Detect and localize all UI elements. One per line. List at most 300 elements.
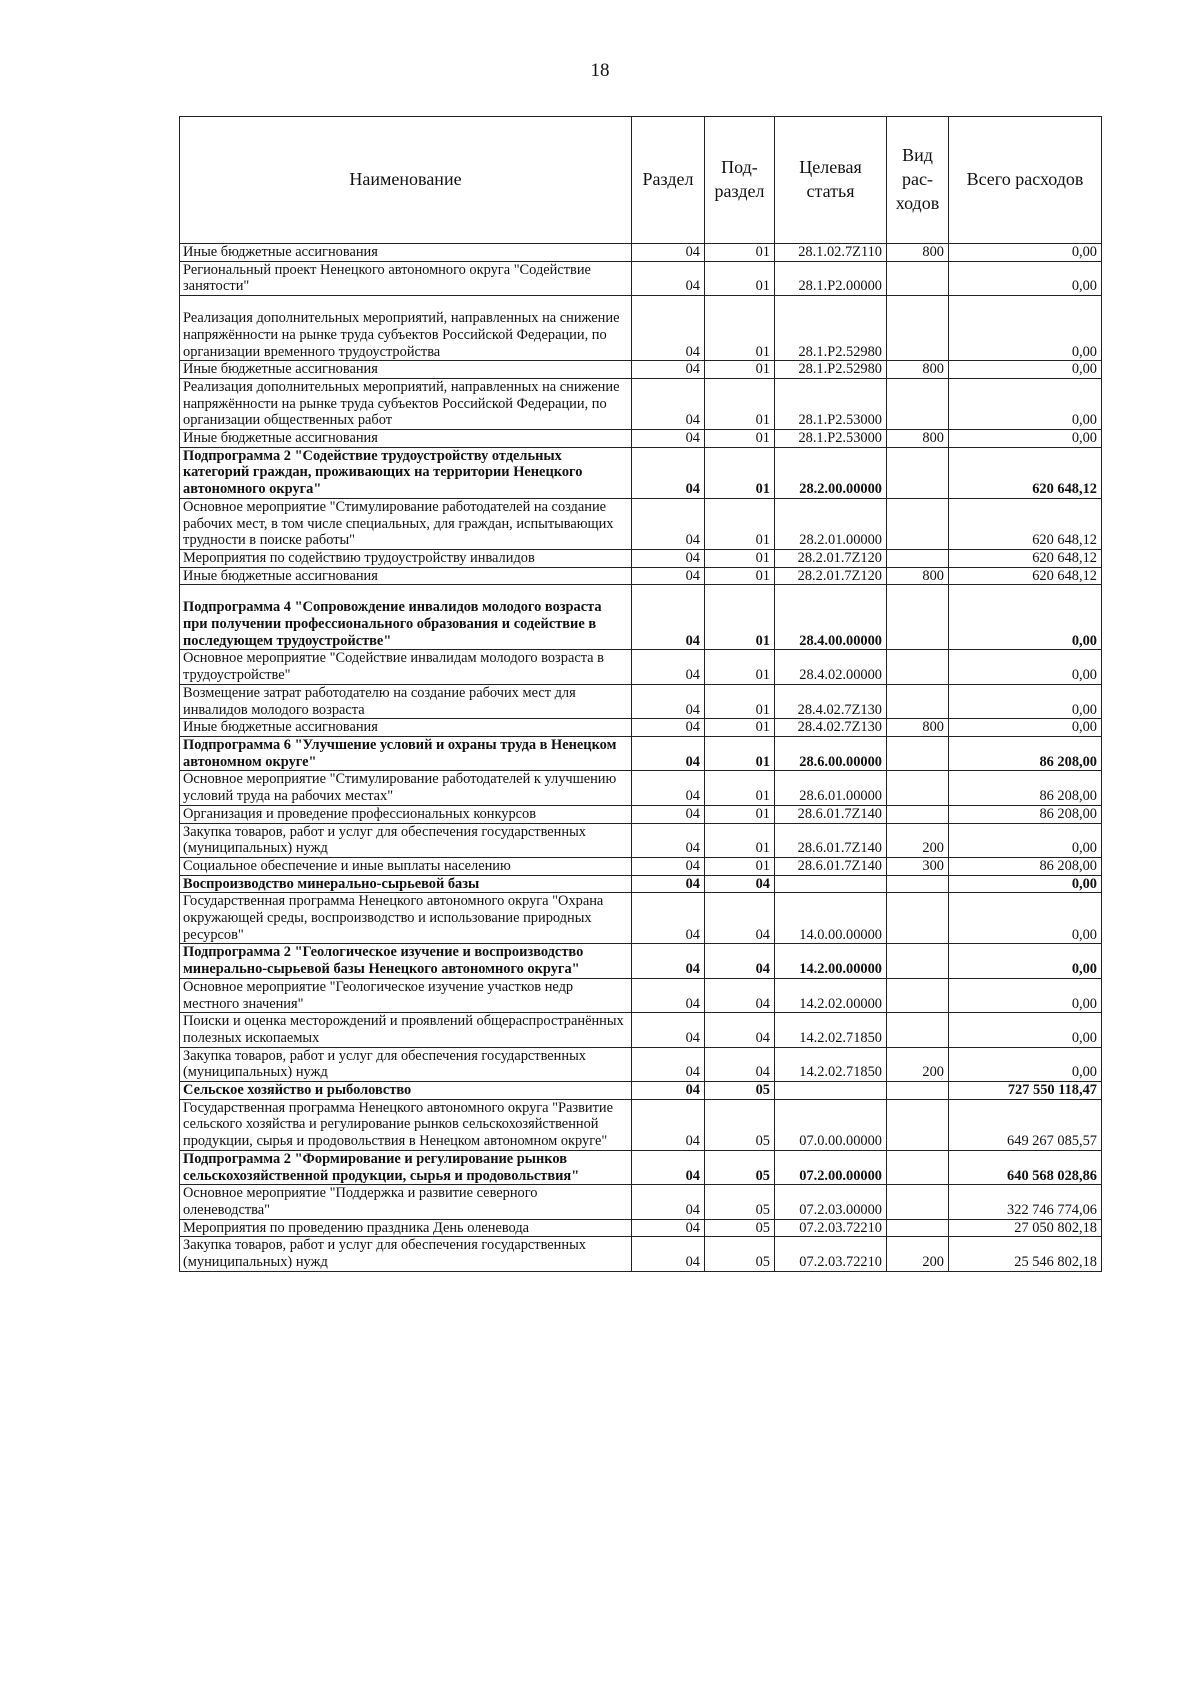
row-subsection-text: 01 [755,567,770,584]
row-kind [887,684,949,718]
row-total-text: 0,00 [1071,244,1097,260]
row-total-text: 0,00 [1071,430,1097,447]
row-section [632,1185,705,1219]
table-row [180,944,1102,978]
row-total [949,430,1102,448]
row-name-text: Иные бюджетные ассигнования [183,430,378,447]
row-section-text: 04 [685,753,700,770]
row-section-text: 04 [685,1029,700,1046]
row-target-text: 07.0.00.00000 [799,1133,882,1150]
row-total-text: 0,00 [1071,667,1097,684]
row-name-text: Социальное обеспечение и иные выплаты населению [183,857,511,874]
row-target-text: 28.6.00.00000 [799,753,882,770]
row-subsection-text: 01 [755,857,770,874]
table-row [180,719,1102,737]
row-target-text: 07.2.03.72210 [799,1219,882,1236]
row-total-text: 0,00 [1071,961,1097,978]
row-total-text: 620 648,12 [1032,532,1097,549]
row-total [949,296,1102,361]
row-kind [887,1082,949,1100]
row-kind [887,447,949,498]
row-target-text: 28.6.01.00000 [799,788,882,805]
row-name-text: Иные бюджетные ассигнования [183,244,378,260]
table-row [180,261,1102,295]
row-kind [887,1237,949,1271]
row-total [949,378,1102,429]
row-kind [887,736,949,770]
row-total [949,1237,1102,1271]
row-total [949,857,1102,875]
row-total [949,567,1102,585]
row-kind [887,875,949,893]
row-total [949,736,1102,770]
row-target [775,1237,887,1271]
row-total [949,944,1102,978]
row-name-text: Подпрограмма 2 "Содействие трудоустройству отдельных категорий граждан, проживающих на территории Ненецкого автономного округа" [183,447,583,498]
row-name [180,736,632,770]
row-target-text: 28.1.P2.52980 [798,361,882,378]
row-section [632,567,705,585]
row-name [180,1013,632,1047]
row-subsection [705,1150,775,1184]
table-row [180,1150,1102,1184]
row-target [775,1047,887,1081]
row-section [632,296,705,361]
row-subsection [705,823,775,857]
table-row [180,585,1102,650]
row-subsection [705,875,775,893]
row-kind [887,771,949,805]
row-target [775,736,887,770]
row-subsection [705,893,775,944]
row-section [632,1219,705,1237]
row-target [775,361,887,379]
row-total [949,498,1102,549]
table-row [180,1099,1102,1150]
row-subsection [705,361,775,379]
row-target [775,430,887,448]
row-subsection [705,447,775,498]
row-subsection [705,261,775,295]
table-row [180,378,1102,429]
row-name [180,805,632,823]
row-name-text: Подпрограмма 2 "Геологическое изучение и воспроизводство минерально-сырьевой базы Ненецкого автономного округа" [183,944,584,978]
row-subsection-text: 01 [755,701,770,718]
row-target-text: 28.2.00.00000 [799,481,882,498]
row-name [180,1150,632,1184]
row-total-text: 0,00 [1071,701,1097,718]
table-row [180,1047,1102,1081]
table-row [180,567,1102,585]
row-target [775,719,887,737]
row-section-text: 04 [685,361,700,378]
row-subsection-text: 01 [755,278,770,295]
row-name [180,857,632,875]
row-total [949,1047,1102,1081]
row-section [632,719,705,737]
row-total [949,1082,1102,1100]
row-target [775,296,887,361]
row-total-text: 727 550 118,47 [1007,1082,1097,1099]
row-name [180,719,632,737]
row-subsection [705,296,775,361]
row-total [949,244,1102,262]
row-kind [887,1013,949,1047]
row-section [632,585,705,650]
row-total [949,1013,1102,1047]
row-total [949,719,1102,737]
table-row [180,498,1102,549]
row-section-text: 04 [685,857,700,874]
row-target [775,1185,887,1219]
row-total-text: 86 208,00 [1039,857,1097,874]
row-name [180,1082,632,1100]
row-section-text: 04 [685,343,700,360]
table-row [180,244,1102,262]
table-row [180,1082,1102,1100]
row-section-text: 04 [685,995,700,1012]
row-target [775,823,887,857]
row-section-text: 04 [685,1167,700,1184]
row-kind [887,1185,949,1219]
row-target-text: 28.1.P2.52980 [798,343,882,360]
row-section [632,549,705,567]
row-kind-text: 800 [922,719,944,736]
row-total [949,893,1102,944]
row-target-text: 28.1.P2.53000 [798,412,882,429]
row-name [180,498,632,549]
row-total-text: 25 546 802,18 [1014,1254,1097,1271]
row-section [632,361,705,379]
row-section [632,857,705,875]
row-total [949,1219,1102,1237]
row-name [180,585,632,650]
row-subsection [705,944,775,978]
row-kind-text: 300 [922,857,944,874]
row-name-text: Государственная программа Ненецкого автономного округа "Развитие сельского хозяйства и регулирование рынков сельскохозяйственной продукции, сырья и продовольствия в Ненецком автономном округе" [183,1099,613,1150]
row-subsection-text: 01 [755,361,770,378]
row-subsection [705,244,775,262]
row-name-text: Основное мероприятие "Содействие инвалидам молодого возраста в трудоустройстве" [183,650,604,684]
row-subsection-text: 04 [755,1064,770,1081]
header-kind: Вид рас- ходов [887,117,949,244]
row-subsection-text: 01 [755,343,770,360]
row-kind-text: 200 [922,1064,944,1081]
row-subsection-text: 05 [755,1201,770,1218]
row-total-text: 322 746 774,06 [1007,1201,1097,1218]
row-section-text: 04 [685,1201,700,1218]
table-row [180,430,1102,448]
row-section [632,736,705,770]
row-subsection-text: 04 [755,961,770,978]
row-section-text: 04 [685,805,700,822]
row-kind [887,567,949,585]
row-name-text: Реализация дополнительных мероприятий, направленных на снижение напряжённости на рынке труда субъектов Российской Федерации, по организации общественных работ [183,378,620,429]
row-section [632,430,705,448]
row-subsection-text: 01 [755,788,770,805]
row-subsection [705,567,775,585]
row-kind [887,805,949,823]
row-total-text: 27 050 802,18 [1014,1219,1097,1236]
row-kind [887,1047,949,1081]
row-subsection-text: 05 [755,1167,770,1184]
row-subsection-text: 01 [755,412,770,429]
row-kind [887,261,949,295]
row-name-text: Иные бюджетные ассигнования [183,719,378,736]
table-row [180,549,1102,567]
row-kind [887,857,949,875]
row-target [775,684,887,718]
row-subsection-text: 05 [755,1133,770,1150]
row-target [775,875,887,893]
row-name-text: Реализация дополнительных мероприятий, направленных на снижение напряжённости на рынке труда субъектов Российской Федерации, по организации временного трудоустройства [183,310,620,360]
row-name-text: Иные бюджетные ассигнования [183,567,378,584]
row-total [949,978,1102,1012]
row-section-text: 04 [685,1082,700,1099]
row-total-text: 86 208,00 [1039,788,1097,805]
row-name [180,361,632,379]
table-row [180,771,1102,805]
row-name [180,684,632,718]
table-row [180,875,1102,893]
row-section [632,893,705,944]
row-target-text: 28.2.01.00000 [799,532,882,549]
row-name-text: Возмещение затрат работодателю на создание рабочих мест для инвалидов молодого возраста [183,684,576,718]
row-subsection-text: 05 [755,1254,770,1271]
row-subsection [705,1082,775,1100]
row-section-text: 04 [685,667,700,684]
row-target [775,447,887,498]
header-total: Всего расходов [949,117,1102,244]
row-subsection [705,378,775,429]
row-section [632,650,705,684]
row-total-text: 0,00 [1071,995,1097,1012]
row-total-text: 0,00 [1071,1029,1097,1046]
row-total-text: 0,00 [1071,926,1097,943]
row-target [775,1082,887,1100]
row-kind [887,1099,949,1150]
row-section [632,498,705,549]
row-section-text: 04 [685,719,700,736]
row-total-text: 0,00 [1071,278,1097,295]
row-kind-text: 200 [922,1254,944,1271]
row-subsection [705,1047,775,1081]
row-subsection-text: 01 [755,805,770,822]
table-row [180,650,1102,684]
row-kind [887,244,949,262]
row-total-text: 620 648,12 [1032,549,1097,566]
row-section-text: 04 [685,1133,700,1150]
row-subsection-text: 04 [755,875,770,892]
row-total [949,361,1102,379]
row-name-text: Сельское хозяйство и рыболовство [183,1082,412,1099]
header-section: Раздел [632,117,705,244]
row-section-text: 04 [685,840,700,857]
row-target [775,261,887,295]
row-name [180,567,632,585]
row-total-text: 620 648,12 [1032,481,1097,498]
row-section-text: 04 [685,926,700,943]
table-row [180,1237,1102,1271]
row-total [949,549,1102,567]
table-row [180,893,1102,944]
row-name-text: Закупка товаров, работ и услуг для обеспечения государственных (муниципальных) нужд [183,1237,586,1271]
row-name [180,1219,632,1237]
row-target-text: 28.6.01.7Z140 [797,857,882,874]
row-name-text: Основное мероприятие "Стимулирование работодателей к улучшению условий труда на рабочих местах" [183,771,617,805]
row-name-text: Региональный проект Ненецкого автономного округа "Содействие занятости" [183,261,591,295]
row-total-text: 0,00 [1071,412,1097,429]
header-row [180,117,1102,244]
row-name [180,893,632,944]
row-subsection-text: 04 [755,995,770,1012]
row-subsection-text: 01 [755,667,770,684]
row-subsection-text: 01 [755,532,770,549]
row-target-text: 28.6.01.7Z140 [797,840,882,857]
row-total [949,771,1102,805]
row-name-text: Иные бюджетные ассигнования [183,361,378,378]
row-total-text: 620 648,12 [1032,567,1097,584]
row-name [180,447,632,498]
table-row [180,857,1102,875]
row-total [949,823,1102,857]
table-row [180,1013,1102,1047]
row-total-text: 640 568 028,86 [1007,1167,1097,1184]
table-row [180,1185,1102,1219]
row-name-text: Мероприятия по содействию трудоустройству инвалидов [183,549,535,566]
row-target-text: 28.4.02.7Z130 [797,701,882,718]
row-target [775,1150,887,1184]
row-total-text: 86 208,00 [1039,805,1097,822]
row-target [775,978,887,1012]
row-kind [887,1150,949,1184]
row-total [949,261,1102,295]
row-section-text: 04 [685,875,700,892]
row-target-text: 28.2.01.7Z120 [797,567,882,584]
row-total-text: 0,00 [1071,361,1097,378]
table-row [180,805,1102,823]
row-section [632,1013,705,1047]
row-target-text: 28.4.02.00000 [799,667,882,684]
row-subsection-text: 05 [755,1219,770,1236]
row-section [632,875,705,893]
row-total [949,585,1102,650]
row-subsection [705,736,775,770]
row-subsection [705,805,775,823]
row-subsection [705,771,775,805]
row-section [632,1047,705,1081]
row-name-text: Подпрограмма 4 "Сопровождение инвалидов молодого возраста при получении профессионального образования и содействие в последующем трудоустройстве" [183,599,602,649]
row-name [180,430,632,448]
row-section [632,447,705,498]
row-subsection [705,1099,775,1150]
row-name [180,1185,632,1219]
row-section-text: 04 [685,1254,700,1271]
row-subsection [705,650,775,684]
row-target [775,805,887,823]
row-target [775,567,887,585]
page-number: 18 [590,60,610,81]
row-subsection-text: 04 [755,1029,770,1046]
row-total-text: 0,00 [1071,632,1097,649]
row-section [632,978,705,1012]
row-kind [887,378,949,429]
row-subsection [705,684,775,718]
row-section [632,244,705,262]
row-total [949,805,1102,823]
row-kind [887,430,949,448]
row-name-text: Мероприятия по проведению праздника День оленевода [183,1219,530,1236]
row-name-text: Подпрограмма 2 "Формирование и регулирование рынков сельскохозяйственной продукции, сырья и продовольствия" [183,1150,580,1184]
row-subsection [705,1013,775,1047]
row-target-text: 14.2.00.00000 [799,961,882,978]
row-target-text: 14.2.02.71850 [799,1064,882,1081]
row-kind [887,361,949,379]
row-target-text: 28.1.P2.53000 [798,430,882,447]
row-name-text: Основное мероприятие "Геологическое изучение участков недр местного значения" [183,978,574,1012]
table-row [180,447,1102,498]
row-section [632,823,705,857]
row-subsection [705,585,775,650]
table-row [180,361,1102,379]
row-target [775,771,887,805]
row-total-text: 0,00 [1071,719,1097,736]
row-name [180,549,632,567]
row-kind [887,719,949,737]
row-subsection-text: 01 [755,753,770,770]
row-total-text: 0,00 [1071,840,1097,857]
row-kind [887,296,949,361]
row-target-text: 07.2.03.00000 [799,1201,882,1218]
row-kind-text: 800 [922,567,944,584]
row-kind [887,549,949,567]
row-subsection-text: 04 [755,926,770,943]
row-name-text: Государственная программа Ненецкого автономного округа "Охрана окружающей среды, воспроизводство и использование природных ресурсов" [183,893,604,943]
row-subsection-text: 01 [755,244,770,260]
row-section-text: 04 [685,788,700,805]
row-total [949,684,1102,718]
table-row [180,736,1102,770]
row-subsection [705,1185,775,1219]
row-total [949,875,1102,893]
row-section [632,261,705,295]
row-section-text: 04 [685,481,700,498]
row-kind-text: 800 [922,430,944,447]
budget-table [179,116,1102,1272]
row-subsection [705,498,775,549]
row-subsection-text: 01 [755,840,770,857]
row-section-text: 04 [685,961,700,978]
row-total-text: 0,00 [1071,875,1097,892]
row-name-text: Закупка товаров, работ и услуг для обеспечения государственных (муниципальных) нужд [183,1047,586,1081]
row-kind [887,585,949,650]
row-kind [887,1219,949,1237]
row-section [632,771,705,805]
row-subsection [705,1219,775,1237]
row-subsection-text: 01 [755,549,770,566]
row-section [632,378,705,429]
header-subsection: Под- раздел [705,117,775,244]
row-name-text: Поиски и оценка месторождений и проявлений общераспространённых полезных ископаемых [183,1013,624,1046]
row-subsection-text: 01 [755,719,770,736]
header-target: Целевая статья [775,117,887,244]
row-target [775,549,887,567]
row-target-text: 28.1.P2.00000 [798,278,882,295]
row-name [180,1047,632,1081]
row-name-text: Подпрограмма 6 "Улучшение условий и охраны труда в Ненецком автономном округе" [183,736,617,770]
row-target-text: 28.4.02.7Z130 [797,719,882,736]
row-subsection [705,1237,775,1271]
